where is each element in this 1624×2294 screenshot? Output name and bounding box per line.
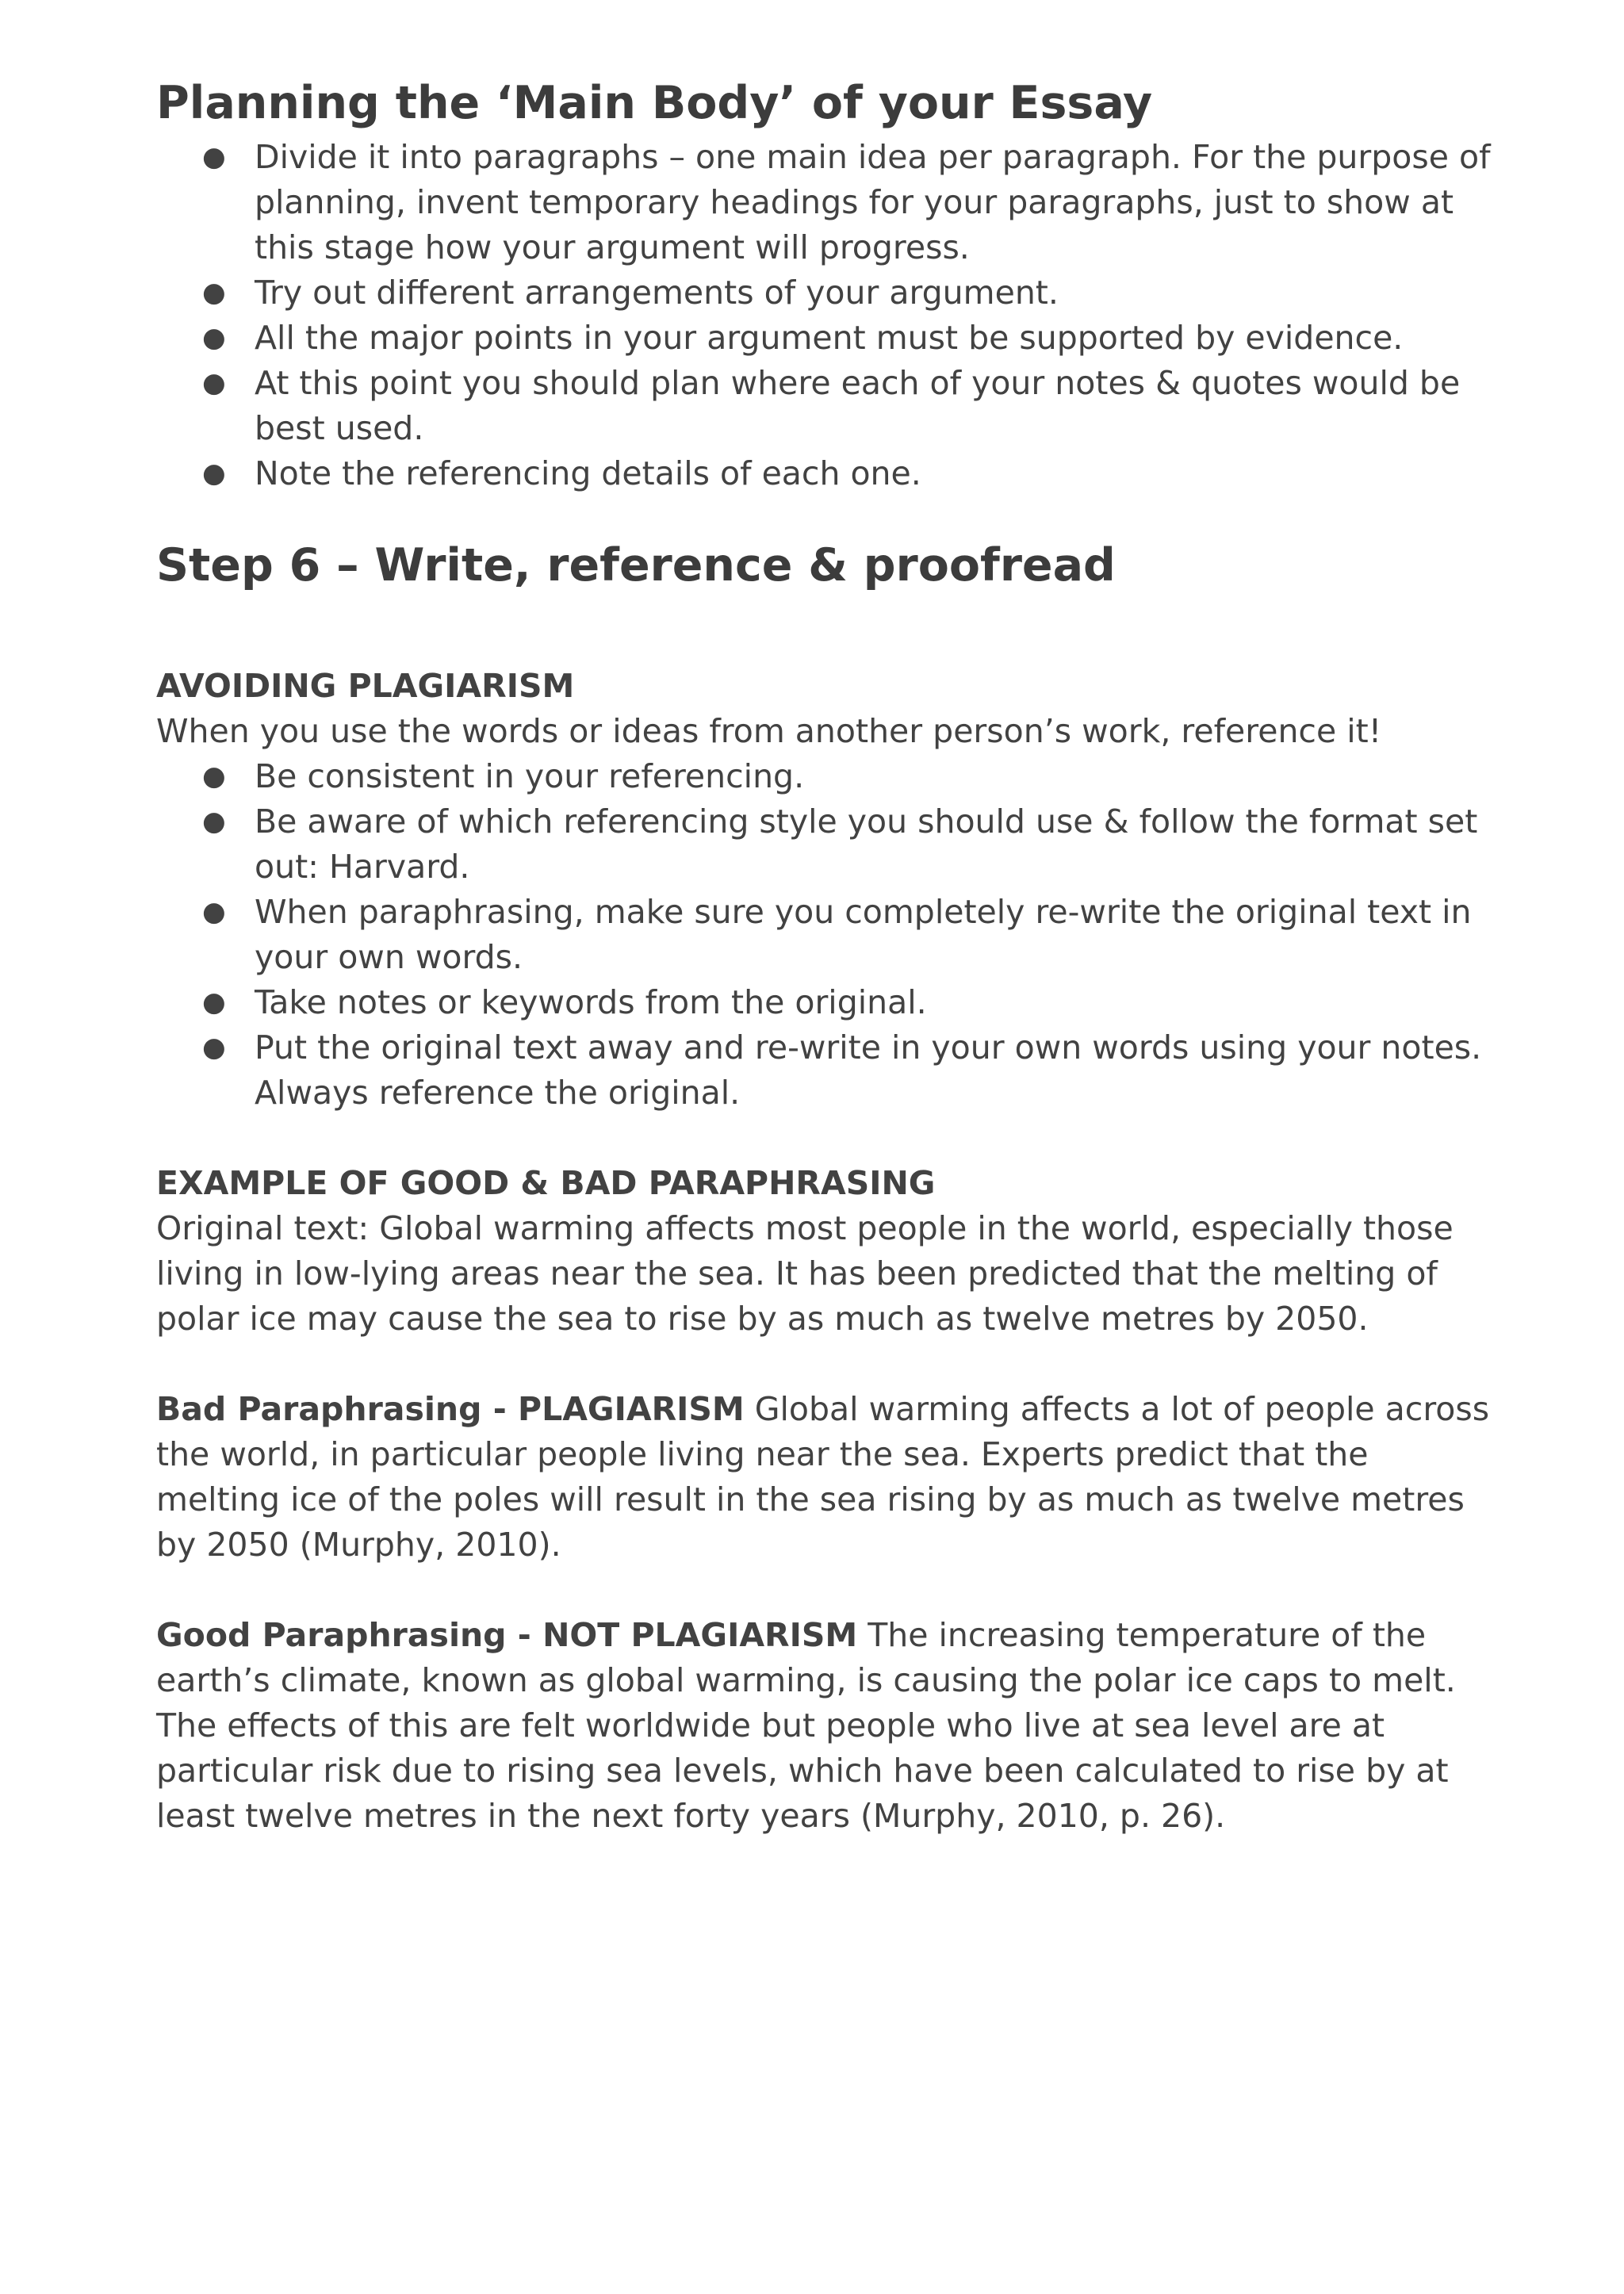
main-body-heading: Planning the ‘Main Body’ of your Essay [156,77,1153,129]
list-item [202,451,1496,496]
list-item-text: Be consistent in your referencing. [255,757,805,795]
bullet-icon: ● [202,458,226,489]
list-item [202,799,1496,890]
bullet-icon: ● [202,322,226,354]
step6-heading: Step 6 – Write, reference & proofread [156,539,1116,592]
good-paraphrasing-text: The increasing temperature of the earth’s climate, known as global warming, is causing the polar ice caps to melt. The effects of this are felt worldwide but people who live at sea level are at particular risk due to rising sea levels, which have been calculated to rise by at least twelve metres in the next forty years (Murphy, 2010, p. 26). [156,1616,1456,1835]
bad-paraphrasing-label: Bad Paraphrasing - PLAGIARISM [156,1390,745,1428]
plagiarism-list [156,754,1496,1116]
list-item [202,754,1496,799]
list-item-text: Be aware of which referencing style you should use & follow the format set out: Harvard. [255,802,1478,886]
plagiarism-heading: AVOIDING PLAGIARISM [156,667,575,705]
example-heading: EXAMPLE OF GOOD & BAD PARAPHRASING [156,1164,936,1202]
bad-paraphrasing-paragraph [156,1387,1496,1568]
original-text-paragraph: Original text: Global warming affects most people in the world, especially those living in low-lying areas near the sea. It has been predicted that the melting of polar ice may cause the sea to rise by as much as twelve metres by 2050. [156,1209,1454,1338]
list-item [202,980,1496,1025]
list-item-text: At this point you should plan where each of your notes & quotes would be best used. [255,364,1461,447]
list-item-text: All the major points in your argument must be supported by evidence. [255,319,1404,357]
plagiarism-intro: When you use the words or ideas from another person’s work, reference it! [156,712,1382,750]
bullet-icon: ● [202,896,226,928]
good-paraphrasing-label: Good Paraphrasing - NOT PLAGIARISM [156,1616,858,1654]
list-item-text: Take notes or keywords from the original. [255,983,927,1021]
document-page [156,71,1496,1839]
bad-paraphrasing-text: Global warming affects a lot of people across the world, in particular people living near the sea. Experts predict that the melting ice of the poles will result in the sea rising by as much as twelve metres by 2050 (Murphy, 2010). [156,1390,1490,1564]
list-item-text: Divide it into paragraphs – one main idea per paragraph. For the purpose of planning, invent temporary headings for your paragraphs, just to show at this stage how your argument will progress. [255,138,1491,266]
main-body-list [156,135,1496,496]
bullet-icon: ● [202,986,226,1018]
list-item [202,361,1496,451]
bullet-icon: ● [202,277,226,308]
list-item-text: Try out different arrangements of your argument. [255,274,1059,312]
list-item [202,135,1496,270]
bullet-icon: ● [202,367,226,399]
list-item [202,270,1496,316]
list-item [202,890,1496,980]
bullet-icon: ● [202,760,226,792]
list-item-text: When paraphrasing, make sure you completely re-write the original text in your own words. [255,893,1472,976]
list-item-text: Put the original text away and re-write in your own words using your notes. Always reference the original. [255,1028,1482,1112]
list-item-text: Note the referencing details of each one. [255,454,921,492]
list-item [202,1025,1496,1116]
list-item [202,316,1496,361]
good-paraphrasing-paragraph [156,1613,1496,1839]
bullet-icon: ● [202,141,226,173]
bullet-icon: ● [202,1032,226,1063]
bullet-icon: ● [202,806,226,837]
